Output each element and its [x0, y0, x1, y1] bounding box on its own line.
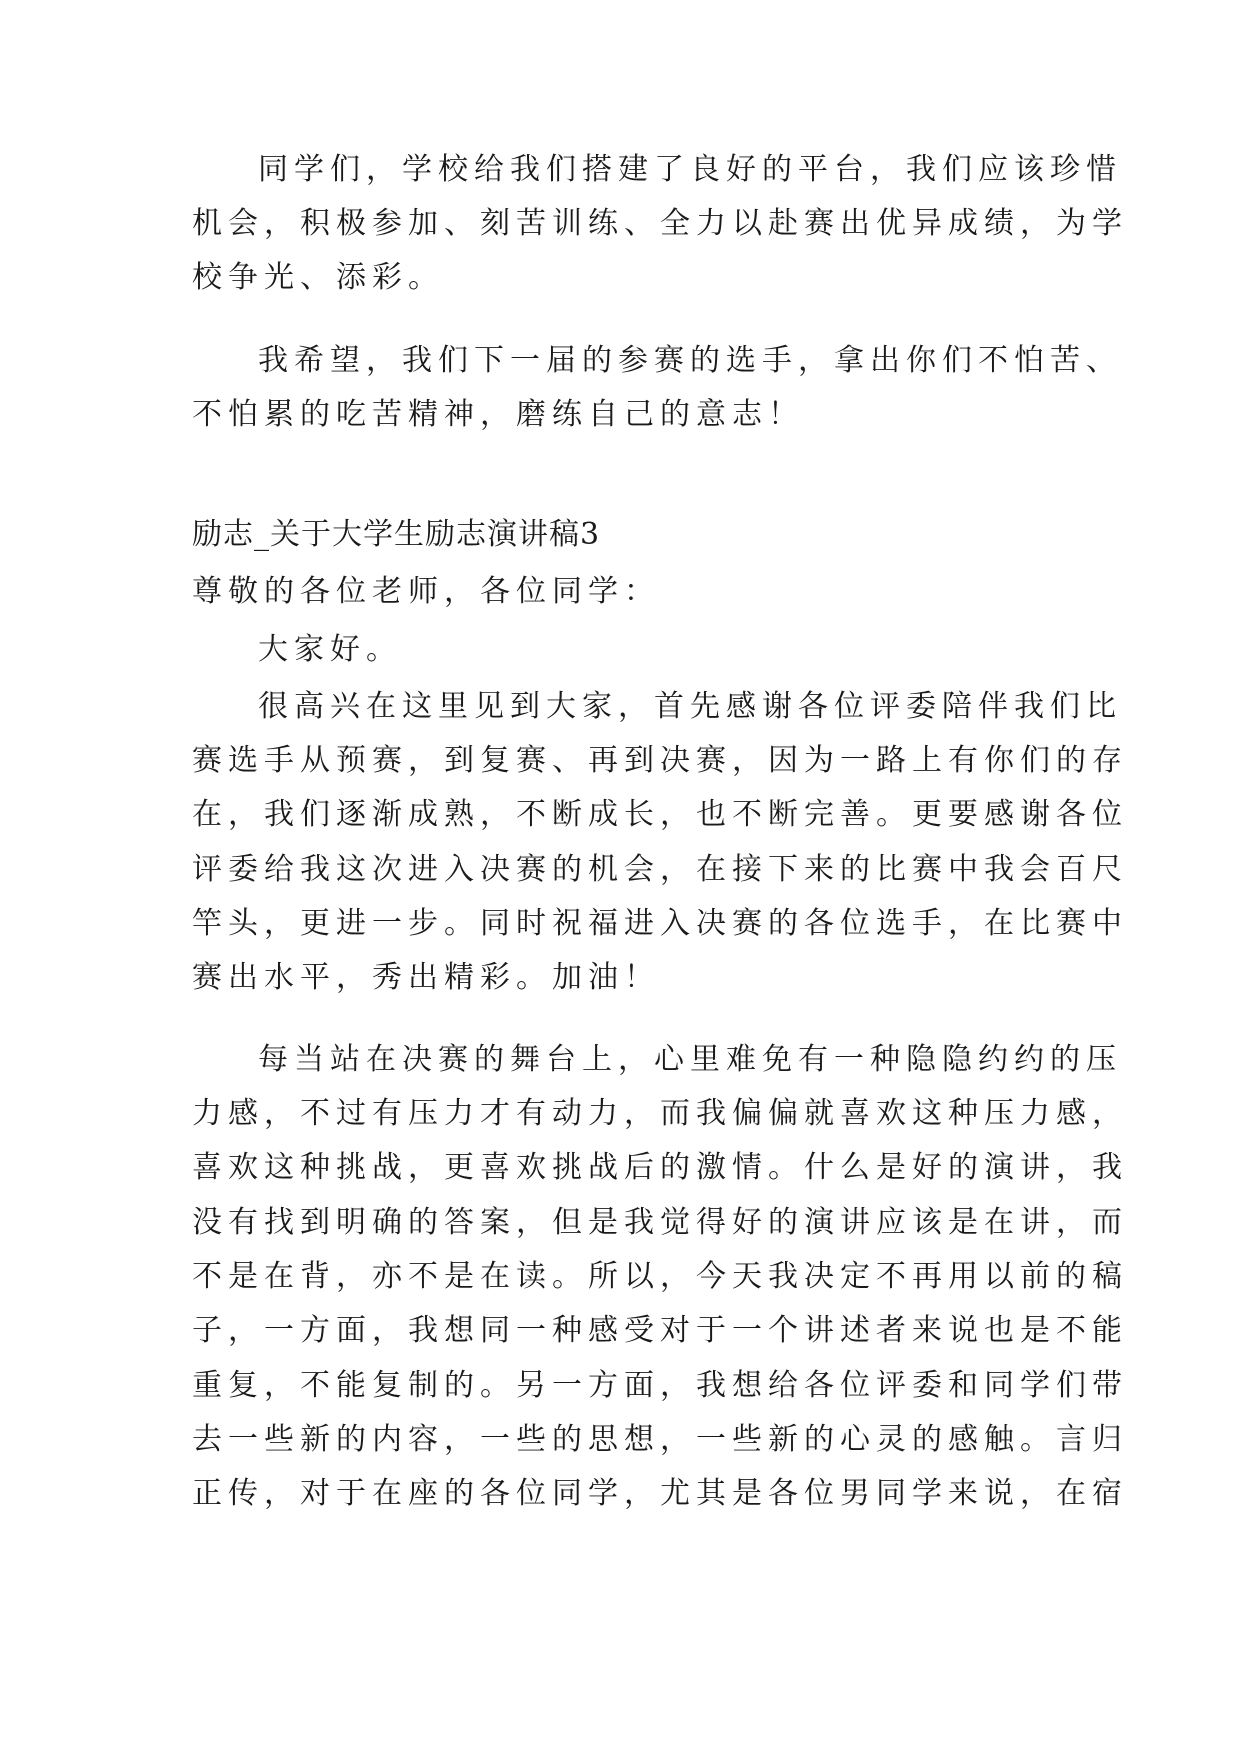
paragraph-line: 力感，不过有压力才有动力，而我偏偏就喜欢这种压力感，: [192, 1096, 1128, 1131]
paragraph-line: 每当站在决赛的舞台上，心里难免有一种隐隐约约的压: [258, 1042, 1122, 1077]
paragraph-line: 不怕累的吃苦精神，磨练自己的意志！: [192, 397, 804, 432]
paragraph-line: 赛选手从预赛，到复赛、再到决赛，因为一路上有你们的存: [192, 743, 1128, 778]
paragraph-line: 喜欢这种挑战，更喜欢挑战后的激情。什么是好的演讲，我: [192, 1150, 1128, 1185]
paragraph-line: 去一些新的内容，一些的思想，一些新的心灵的感触。言归: [192, 1422, 1128, 1457]
paragraph-line: 正传，对于在座的各位同学，尤其是各位男同学来说，在宿: [192, 1476, 1128, 1511]
paragraph-line: 机会，积极参加、刻苦训练、全力以赴赛出优异成绩，为学: [192, 206, 1128, 241]
paragraph-line: 赛出水平，秀出精彩。加油！: [192, 960, 660, 995]
paragraph-line: 不是在背，亦不是在读。所以，今天我决定不再用以前的稿: [192, 1259, 1128, 1294]
paragraph-line: 很高兴在这里见到大家，首先感谢各位评委陪伴我们比: [258, 689, 1122, 724]
paragraph-line: 我希望，我们下一届的参赛的选手，拿出你们不怕苦、: [258, 343, 1122, 378]
paragraph-line: 同学们，学校给我们搭建了良好的平台，我们应该珍惜: [258, 152, 1122, 187]
paragraph-line: 评委给我这次进入决赛的机会，在接下来的比赛中我会百尺: [192, 852, 1128, 887]
paragraph-line: 没有找到明确的答案，但是我觉得好的演讲应该是在讲，而: [192, 1205, 1128, 1240]
paragraph-line: 校争光、添彩。: [192, 260, 444, 295]
salutation: 尊敬的各位老师，各位同学：: [192, 574, 660, 609]
greeting: 大家好。: [258, 632, 402, 667]
paragraph-line: 竿头，更进一步。同时祝福进入决赛的各位选手，在比赛中: [192, 906, 1128, 941]
paragraph-line: 在，我们逐渐成熟，不断成长，也不断完善。更要感谢各位: [192, 797, 1128, 832]
paragraph-line: 子，一方面，我想同一种感受对于一个讲述者来说也是不能: [192, 1313, 1128, 1348]
paragraph-line: 重复，不能复制的。另一方面，我想给各位评委和同学们带: [192, 1368, 1128, 1403]
section-heading: 励志_关于大学生励志演讲稿3: [192, 517, 601, 552]
